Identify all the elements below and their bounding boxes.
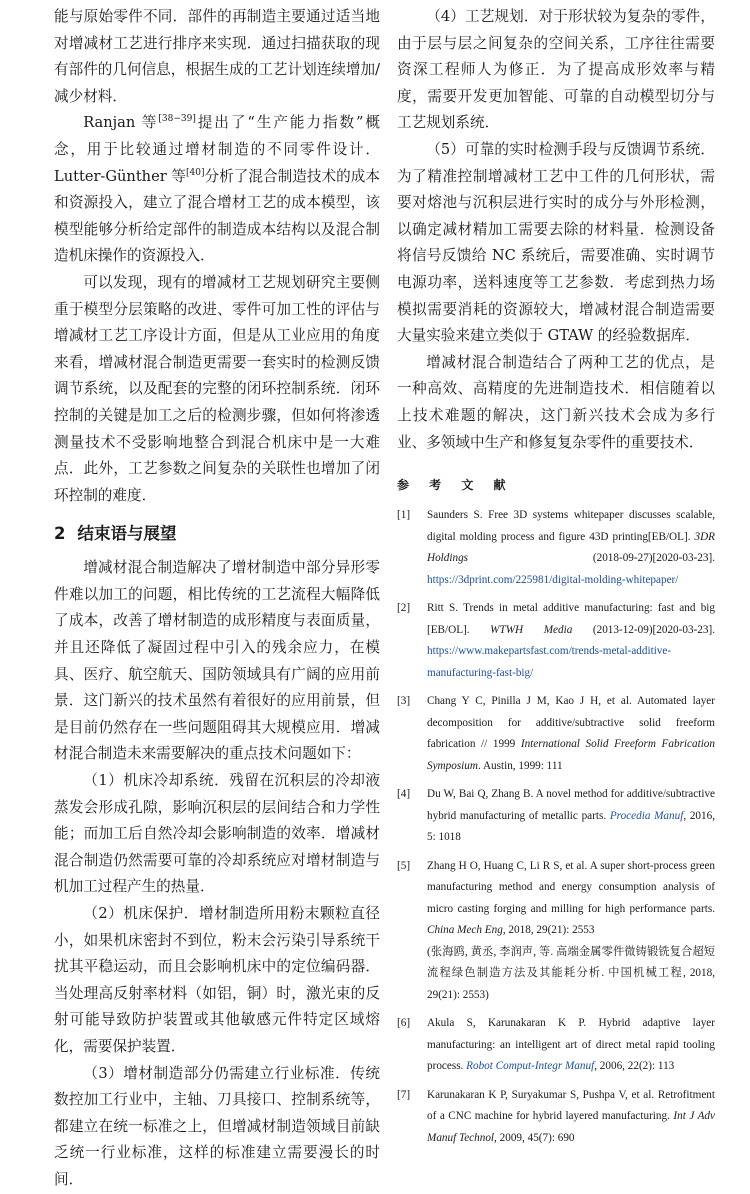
reference-number: [1] <box>397 509 411 522</box>
reference-text: Karunakaran K P, Suryakumar S, Pushpa V, et al. Retrofitment of a CNC machine for hybrid layered manufacturing. <box>427 1088 715 1123</box>
reference-item <box>397 691 715 777</box>
citation-38-39[interactable]: [38−39] <box>158 114 196 125</box>
paragraph-ranjan <box>54 110 380 270</box>
reference-number: [4] <box>397 788 411 801</box>
reference-number: [3] <box>397 695 411 708</box>
reference-source: China Mech Eng <box>427 924 503 937</box>
reference-number: [7] <box>397 1088 411 1101</box>
paragraph-findings: 可以发现，现有的增减材工艺规划研究主要侧重于模型分层策略的改进、零件可加工性的评估与增减材工艺工序设计方面，但是从工业应用的角度来看，增减材混合制造更需要一套实时的检测反馈调节系统，以及配套的完整的闭环控制系统．闭环控制的关键是加工之后的检测步骤，但如何将渗透测量技术不受影响地整合到混合机床中是一大难点．此外，工艺参数之间复杂的关联性也增加了闭环控制的难度． <box>54 273 380 504</box>
list-item-cooling: （1）机床冷却系统．残留在沉积层的冷却液蒸发会形成孔隙，影响沉积层的层间结合和力学性能；而加工后自然冷却会影响制造的效率．增减材混合制造仍然需要可靠的冷却系统应对增材制造与机加工过程产生的热量． <box>54 772 380 896</box>
list-item-standards: （3）增材制造部分仍需建立行业标准．传统数控加工行业中，主轴、刀具接口、控制系统等，都建立在统一标准之上，但增减材制造领域目前缺乏统一行业标准，这样的标准建立需要漫长的时间． <box>54 1064 380 1188</box>
author-ranjan: Ranjan 等 <box>83 114 159 132</box>
reference-item <box>397 1013 715 1078</box>
reference-number: [6] <box>397 1017 411 1030</box>
left-column <box>54 4 380 1194</box>
list-item-process-planning: （4）工艺规划．对于形状较为复杂的零件，由于层与层之间复杂的空间关系，工序往往需要资深工程师人为修正．为了提高成形效率与精度，需要开发更加智能、可靠的自动模型切分与工艺规划系统． <box>397 8 715 132</box>
reference-chinese-note: (张海鸥, 黄丞, 李润声, 等. 高端金属零件微铸锻铣复合超短流程绿色制造方法及其能耗分析. 中国机械工程, 2018, 29(21): 2553) <box>427 945 715 1001</box>
reference-journal-link[interactable]: Robot Comput-Integr Manuf <box>466 1060 595 1073</box>
reference-item <box>397 505 715 591</box>
paragraph-conclusion-intro: 增减材混合制造解决了增材制造中部分异形零件难以加工的问题，相比传统的工艺流程大幅降低了成本，改善了增材制造的成形精度与表面质量，并且还降低了凝固过程中引入的残余应力，在模具、医疗、航空航天、国防领域具有广阔的应用前景．这门新兴的技术虽然有着很好的应用前景，但是目前仍然存在一些问题阻碍其大规模应用．增减材混合制造未来需要解决的重点技术问题如下： <box>54 559 380 763</box>
reference-item <box>397 784 715 849</box>
section-number: 2 <box>54 524 66 544</box>
list-item-realtime-detection: （5）可靠的实时检测手段与反馈调节系统．为了精准控制增减材工艺中工件的几何形状，需要对熔池与沉积层进行实时的成分与外形检测，以确定减材精加工需要去除的材料量．检测设备将信号反馈给 NC 系统后，需要准确、实时调节电源功率，送料速度等工艺参数．考虑到热力场模拟需要消耗的资源较大，增减材混合制造需要大量实验来建立类似于 GTAW 的经验数据库． <box>397 140 715 345</box>
section-title: 结束语与展望 <box>77 524 177 544</box>
reference-text: , 2016, 5: 1018 <box>427 809 715 844</box>
reference-text: , 2009, 45(7): 690 <box>494 1131 575 1144</box>
reference-text: . Austin, 1999: 111 <box>477 759 563 772</box>
reference-text: , 2006, 22(2): 113 <box>594 1060 675 1073</box>
reference-number: [5] <box>397 859 411 872</box>
paragraph-final: 增减材混合制造结合了两种工艺的优点，是一种高效、高精度的先进制造技术．相信随着以上技术难题的解决，这门新兴技术会成为多行业、多领域中生产和修复复杂零件的重要技术． <box>397 353 715 451</box>
paragraph-lutter-text: 分析了混合制造技术的成本和资源投入，建立了混合增材工艺的成本模型，该模型能够分析给定部件的制造成本结构以及混合制造机床操作的资源投入． <box>54 167 380 265</box>
reference-source: International Solid Freeform Fabrication Symposium <box>427 738 715 772</box>
reference-item <box>397 1085 715 1150</box>
reference-source: 3DR Holdings <box>427 530 715 565</box>
paragraph-continuation: 能与原始零件不同．部件的再制造主要通过适当地对增减材工艺进行排序来实现．通过扫描获取的现有部件的几何信息，根据生成的工艺计划连续增加/减少材料． <box>54 8 380 105</box>
section-heading <box>54 523 380 545</box>
reference-source: Int J Adv Manuf Technol <box>427 1110 715 1144</box>
reference-text: (2018-09-27)[2020-03-23]. <box>468 552 715 565</box>
citation-40[interactable]: [40] <box>186 167 205 178</box>
list-item-protection: （2）机床保护．增材制造所用粉末颗粒直径小，如果机床密封不到位，粉末会污染引导系统干扰其平稳运动，而且会影响机床中的定位编码器．当处理高反射率材料（如铝，铜）时，激光束的反射可能导致防护装置或其他敏感元件特定区域熔化，需要保护装置． <box>54 905 380 1055</box>
reference-item <box>397 598 715 684</box>
reference-number: [2] <box>397 602 411 615</box>
references-heading: 参 考 文 献 <box>397 478 514 493</box>
reference-text: Saunders S. Free 3D systems whitepaper discusses scalable, digital molding process and figure 43D printing[EB/OL]. <box>427 509 715 543</box>
reference-link[interactable]: https://www.makepartsfast.com/trends-metal-additive-manufacturing-fast-big/ <box>427 645 672 679</box>
reference-item <box>397 856 715 1007</box>
reference-source: WTWH Media <box>490 623 573 636</box>
reference-text: Zhang H O, Huang C, Li R S, et al. A super short-process green manufacturing method and energy consumption analysis of micro casting forging and milling for high performance parts. <box>427 859 715 915</box>
paragraph-ranjan-text: 提出了“生产能力指数”概念，用于比较通过增材制造的不同零件设计．Lutter-Günther 等 <box>54 114 380 185</box>
reference-link[interactable]: https://3dprint.com/225981/digital-molding-whitepaper/ <box>427 573 679 586</box>
reference-text: Akula S, Karunakaran K P. Hybrid adaptive layer manufacturing: an intelligent art of direct metal rapid tooling process. <box>427 1017 715 1073</box>
reference-text: Chang Y C, Pinilla J M, Kao J H, et al. Automated layer decomposition for additive/subtractive solid freeform fabrication // 1999 <box>427 695 715 751</box>
reference-text: (2013-12-09)[2020-03-23]. <box>572 623 715 636</box>
reference-text: Du W, Bai Q, Zhang B. A novel method for additive/subtractive hybrid manufacturing of metallic parts. <box>427 788 715 822</box>
reference-text: , 2018, 29(21): 2553 <box>502 924 595 937</box>
right-column <box>397 4 715 1156</box>
reference-journal-link[interactable]: Procedia Manuf <box>609 809 684 822</box>
reference-text: Ritt S. Trends in metal additive manufacturing: fast and big [EB/OL]. <box>427 602 715 636</box>
